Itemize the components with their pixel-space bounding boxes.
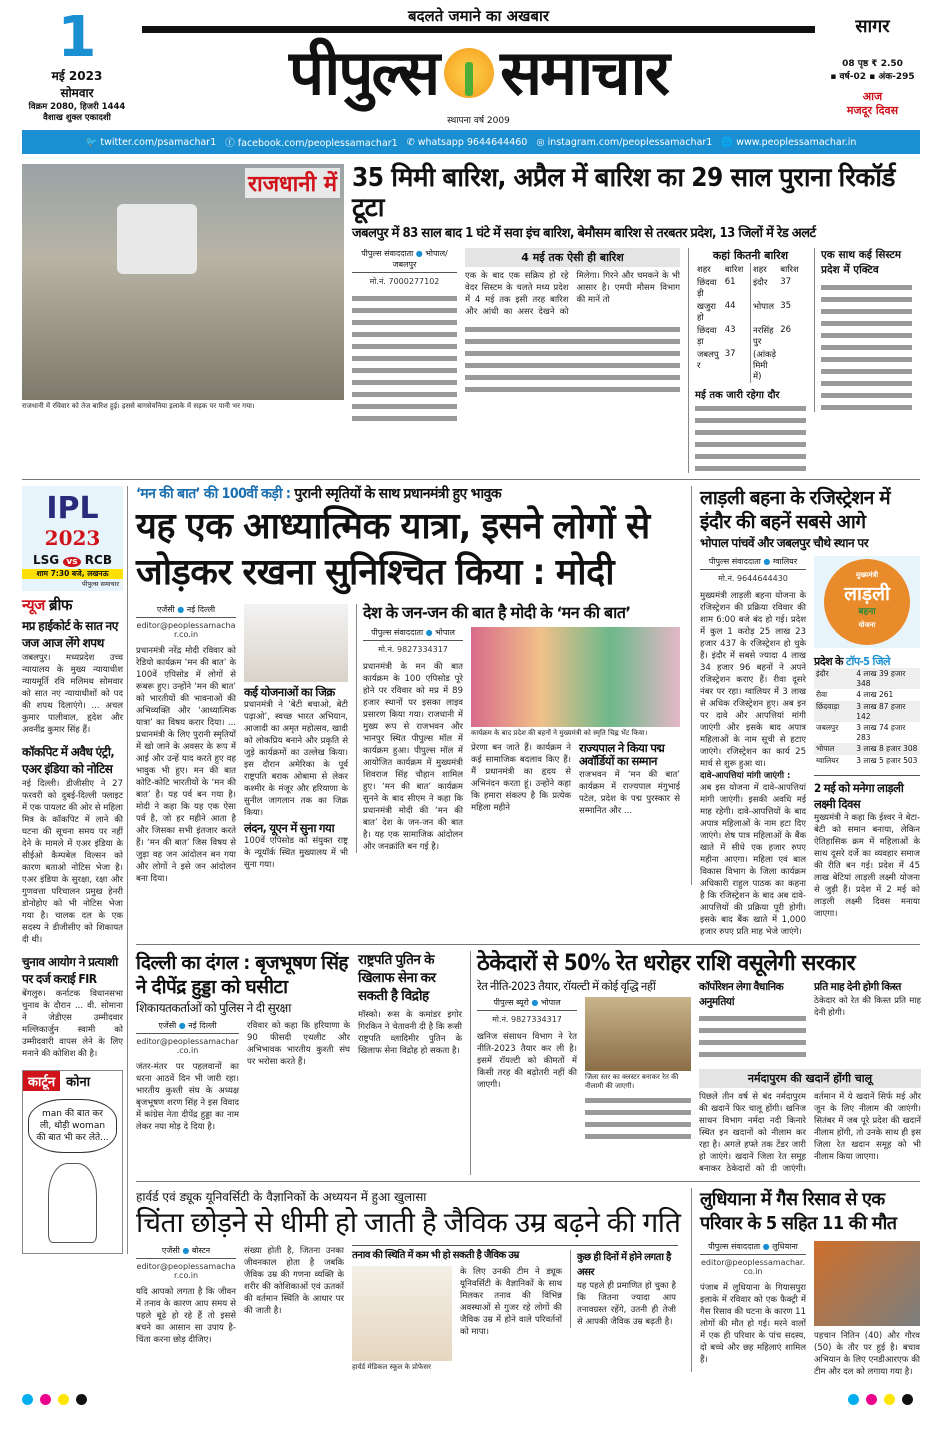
putin-story <box>358 951 462 1057</box>
today-special <box>825 90 920 118</box>
rainfall-row <box>695 348 806 383</box>
ladli-box-title: 2 मई को मनेगा लाड़ली लक्ष्मी दिवस <box>814 781 904 812</box>
modi-headline: यह एक आध्यात्मिक यात्रा, इसने लोगों से जोड़कर रखना सुनिश्चित किया : मोदी <box>136 505 650 593</box>
modi-story <box>136 486 692 885</box>
modi-photo <box>244 604 348 682</box>
delhi-subhead: शिकायतकर्ताओं को पुलिस ने दी सुरक्षा <box>136 1000 291 1015</box>
today-occasion: मजदूर दिवस <box>846 104 899 117</box>
news-brief-title: न्यूज ब्रीफ <box>22 595 72 614</box>
byline: पीपुल्स संवाददाता <box>361 248 414 258</box>
rain-table <box>688 248 806 473</box>
stress-photo <box>352 1266 452 1361</box>
news-brief-item <box>22 618 123 736</box>
rainfall-cell: 37 <box>724 348 736 359</box>
stress-story <box>136 1188 692 1372</box>
email: editor@peoplessamachar.co.in <box>136 620 236 639</box>
modi-kicker: ‘मन की बात’ की 100वीं कड़ी : पुरानी स्मृतियों के साथ प्रधानमंत्री हुए भावुक <box>136 485 502 502</box>
rain-overlay-label: राजधानी में <box>245 168 340 198</box>
edition-block <box>825 14 920 118</box>
governor-box-title: राज्यपाल ने किया पद्म अवॉर्डियों का सम्मान <box>579 741 665 769</box>
installment-box <box>814 980 921 1019</box>
installment-box-body: ठेकेदार को रेत की किस्त प्रति माह देनी होगी। <box>814 995 921 1018</box>
stress-photo-caption: हार्वर्ड मेडिकल स्कूल के प्रोफेसर <box>352 1362 431 1371</box>
brief-headline: मप्र हाईकोर्ट के सात नए जज आज लेंगे शपथ <box>22 618 118 650</box>
district-row <box>814 755 920 767</box>
ludhiana-body-2: पहचान नितिन (40) और गौरव (50) के तौर पर हुई है। बचाव अभियान के लिए एनडीआरएफ की टीम और दल को लगाया गया है। <box>814 1330 920 1377</box>
print-registration-marks-right <box>848 1390 920 1409</box>
ladli-subhead: भोपाल पांचवें और जबलपुर चौथे स्थान पर <box>700 535 869 550</box>
sand-headline: ठेकेदारों से 50% रेत धरोहर राशि वसूलेगी सरकार <box>477 950 856 976</box>
narmadapuram-body: पिछले तीन वर्ष से बंद नर्मदापुरम की खदानें फिर चालू होंगी। खनिज साधन विभाग नर्मदा नदी किनारे स्थित इन खदानों को नीलाम कर रहा है। अगले हफ्ते तक टेंडर जारी हो जाएंगे। खदानें जिला रेत समूह बनाकर ठेकेदारों को दी जाएंगी। वर्तमान में ये खदानें सिर्फ मई और जून के लिए नीलाम की जाएंगी। सितंबर में जब पूरे प्रदेश की खदानें नीलाम होंगी, तो उनके साथ ही इस जिला रेत खदान समूह को भी नीलाम किया जाएगा। <box>699 1091 921 1174</box>
ladli-lakshmi-box <box>814 775 920 920</box>
ladli-body: मुख्यमंत्री लाड़ली बहना योजना के रजिस्ट्रेशन की प्रक्रिया रविवार की शाम 6:00 बजे बंद हो गई। प्रदेश में कुल 1 करोड़ 25 लाख 23 हजार 437 के रजिस्ट्रेशन हो चुके हैं। इंदौर में सबसे ज्यादा 4 लाख 34 हजार 96 बहनों ने अपने रजिस्ट्रेशन कराए हैं। रीवा दूसरे नंबर पर रहा। ग्वालियर में 3 लाख से अधिक रजिस्ट्रेशन हुए। अब इन पर दावे और आपत्तियां मांगी जाएंगी और इसके बाद अपात्र महिलाओं के नाम सूची से हटाए जाएंगे। रजिस्ट्रेशन का कार्य 25 मार्च से शुरू हुआ था। <box>700 590 806 769</box>
delhi-body: जंतर-मंतर पर पहलवानों का धरना आठवें दिन भी जारी रहा। भारतीय कुश्ती संघ के अध्यक्ष बृजभूषण शरण सिंह ने इस विवाद में कांग्रेस नेता दीपेंद्र हुड्डा का नाम लेकर नया मोड़ दे दिया है। <box>136 1062 239 1133</box>
ipl-box <box>22 486 123 591</box>
logo-pen-icon <box>444 48 494 98</box>
website-link[interactable]: 🌐 www.peoplessamachar.in <box>721 136 857 148</box>
newspaper-page <box>22 0 920 1409</box>
jan-body: प्रधानमंत्री के मन की बात कार्यक्रम के 100 एपिसोड पूरे होने पर रविवार को मप्र में 89 हजार स्थानों पर इसका लाइव प्रसारण किया गया। राजधानी में मुख्य रूप से राजभवन और भानपुर स्थित पीपुल्स मॉल में कार्यक्रम हुआ। पीपुल्स मॉल में आयोजित कार्यक्रम में मुख्यमंत्री शिवराज सिंह चौहान शामिल हुए। ‘मन की बात’ कार्यक्रम सुनने के बाद सीएम ने कहा कि प्रधानमंत्री मोदी की ‘मन की बात’ देश के जन-जन की बात है। यह एक सामाजिक आंदोलन और जनक्रांति बन गई है। <box>363 662 463 853</box>
whatsapp-icon: ✆ <box>406 136 418 148</box>
stress-body: यदि आपको लगता है कि जीवन में तनाव के कारण आप समय से पहले बूढ़े हो रहे हैं तो इससे बचने का आसान सा उपाय है- चिंता करना छोड़ दीजिए। <box>136 1287 236 1345</box>
rain-photo <box>22 164 344 400</box>
ladli-box-body: मुख्यमंत्री ने कहा कि ईश्वर ने बेटा-बेटी को समान बनाया, लेकिन ऐतिहासिक क्रम में महिलाओं के साथ दूसरे दर्जे का व्यवहार समाज की रीति बन गई। प्रदेश में 45 लाख बेटियां लाड़ली लक्ष्मी योजना से जुड़ी हैं। प्रदेश में 2 मई को लाड़ली लक्ष्मी दिवस मनाया जाएगा। <box>814 813 920 920</box>
jan-body-2: प्रेरणा बन जाते हैं। कार्यक्रम ने कई सामाजिक बदलाव किए हैं। मैं प्रधानमंत्री का हृदय से अभिनंदन करता हूं। उन्होंने कहा कि हमारा संकल्प है कि प्रत्येक महिला महीने <box>471 743 571 814</box>
brief-body: नई दिल्ली। डीजीसीए ने 27 फरवरी को दुबई-दिल्ली फ्लाइट में एक पायलट की ओर से महिला मित्र के कॉकपिट में लाने की घटना की सूचना समय पर नहीं देने के मामले में एअर इंडिया के सीईओ कैम्पबेल विल्सन को कारण बताओ नोटिस भेजा है। एअर इंडिया के सुरक्षा, रक्षा और गुणवत्ता परिचालन प्रमुख हेनरी डोनोहोए को भी नोटिस भेजा गया है। चालक दल के एक सदस्य ने डीजीसीए को शिकायत दी थी। <box>22 778 123 945</box>
stress-box <box>352 1245 678 1372</box>
brief-headline: कॉकपिट में अवैध एंट्री, एअर इंडिया को नोटिस <box>22 744 115 776</box>
rainfall-cell: शहर <box>697 264 711 275</box>
stress-side-title: कुछ ही दिनों में होने लगता है असर <box>577 1252 671 1278</box>
facebook-icon: ⓕ <box>225 138 238 149</box>
ludhiana-body: पंजाब में लुधियाना के गियासपुरा इलाके में रविवार को एक फैक्ट्री में गैस रिसाव की घटना के कारण 11 लोगों की मौत हो गई। मरने वालों में एक ही परिवार के पांच सदस्य, दो बच्चे और छह महिलाएं शामिल हैं। <box>700 1282 806 1365</box>
putin-body: मॉस्को। रूस के कमांडर इगोर गिरकिन ने चेतावनी दी है कि रूसी राष्ट्रपति व्लादिमीर पुतिन के खिलाफ सेना विद्रोह हो सकता है। <box>358 1009 462 1056</box>
modi-body: प्रधानमंत्री नरेंद्र मोदी रविवार को रेडियो कार्यक्रम ‘मन की बात’ के 100वें एपिसोड में लोगों से रूबरू हुए। उन्होंने ‘मन की बात’ को भारतीयों की भावनाओं की अभिव्यक्ति और ‘आध्यात्मिक यात्रा’ का विषय करार दिया। ... प्रधानमंत्री के लिए पुरानी स्मृतियों में खो जाने के अवसर के रूप में आई और उन्हें याद करते हुए वह भावुक भी हुए। मन की बात कोटि-कोटि भारतीयों के ‘मन की बात’ है। यह पर्व बन गया है। मोदी ने कहा कि यह एक ऐसा पर्व है, जो हर महीने आता है और जिसका सभी इंतजार करते हैं। ‘मन की बात’ जिस विषय से जुड़ा वह जन आंदोलन बन गया और लोगों ने इसे जन आंदोलन बना दिया। <box>136 645 236 884</box>
corporation-box <box>699 980 806 1063</box>
whatsapp-link[interactable]: ✆ whatsapp 9644644460 <box>406 136 528 148</box>
ipl-time: शाम 7:30 बजे, लखनऊ <box>22 569 123 579</box>
rain-body-text-2 <box>465 324 680 394</box>
sand-body-2 <box>585 1095 691 1145</box>
district-row <box>814 722 920 743</box>
rain-headline: 35 मिमी बारिश, अप्रैल में बारिश का 29 साल पुराना रिकॉर्ड टूटा <box>352 163 895 223</box>
ladli-body2-title: दावे-आपत्तियां मांगी जाएंगी : <box>700 770 791 781</box>
ladli-headline: लाड़ली बहना के रजिस्ट्रेशन में इंदौर की बहनें सबसे आगे <box>700 486 891 533</box>
cartoon-title-a: कार्टून <box>23 1071 60 1091</box>
district-count: 4 लाख 261 <box>856 690 894 700</box>
rainfall-cell: 44 <box>724 300 736 311</box>
divider <box>136 1181 920 1182</box>
logo-left: पीपुल्स <box>289 36 439 109</box>
corporation-box-title: कॉर्पोरेशन लेगा वैधानिक अनुमतियां <box>699 980 784 1008</box>
district-count: 3 लाख 74 हजार 283 <box>856 723 906 743</box>
rain-photo-caption: राजधानी में रविवार को तेज बारिश हुई। इससे बागसेवनिया इलाके में सड़क पर पानी भर गया। <box>22 402 255 410</box>
date-day: 1 <box>57 5 97 70</box>
district-row <box>814 743 920 755</box>
main-area <box>136 486 920 1378</box>
dateline: भोपाल/जबलपुर <box>392 248 448 269</box>
social-bar <box>22 130 920 154</box>
rain-story <box>22 164 920 473</box>
modi-column: एजेंसी ● नई दिल्ली editor@peoplessamachar.co.in प्रधानमंत्री नरेंद्र मोदी रविवार को रेडियो कार्यक्रम ‘मन की बात’ के 100वें एपिसोड में लोगों से रूबरू हुए। उन्होंने ‘मन की बात’ को भारतीयों की भावनाओं की अभिव्यक्ति और ‘आध्यात्मिक यात्रा’ का विषय करार दिया। ... प्रधानमंत्री के लिए पुरानी स्मृतियों में खो जाने के अवसर के रूप में आई और उन्हें याद करते हुए वह भावुक भी हुए। मन की बात कोटि-कोटि भारतीयों के ‘मन की बात’ है। यह पर्व बन गया है। मोदी ने कहा कि यह एक ऐसा पर्व है, जो हर महीने आता है और जिसका सभी इंतजार करते हैं। ‘मन की बात’ जिस विषय से जुड़ा वह जन आंदोलन बन गया और लोगों ने इसे जन आंदोलन बना दिया। <box>136 604 236 884</box>
rain-systems-box <box>814 248 912 412</box>
ludhiana-headline: लुधियाना में गैस रिसाव से एक परिवार के 5 सहित 11 की मौत <box>700 1188 897 1234</box>
pages-price: 08 पृष्ठ ₹ 2.50 <box>842 59 903 69</box>
modi-sub1-body: प्रधानमंत्री ने ‘बेटी बचाओ, बेटी पढ़ाओ’, स्वच्छ भारत अभियान, आजादी का अमृत महोत्सव, खादी को लोकप्रिय बनाने और प्रकृति से जुड़े कार्यक्रमों का उल्लेख किया। इस दौरान अमेरिका के पूर्व राष्ट्रपति बराक ओबामा से लेकर कश्मीर के मंजूर और हरियाणा के सुनील जागलान तक का जिक्र किया। <box>244 700 348 819</box>
rainfall-cell: नरसिंहपुर <box>751 324 779 348</box>
rain-subhead: जबलपुर में 83 साल बाद 1 घंटे में सवा इंच बारिश, बेमौसम बारिश से तरबतर प्रदेश, 13 जिलों में रेड अलर्ट <box>352 225 816 241</box>
district-count: 4 लाख 39 हजार 348 <box>856 669 906 689</box>
rain-box-text: एक के बाद एक सक्रिय हो रहे वेदर सिस्टम के चलते मध्य प्रदेश में 4 मई तक इसी तरह बारिश और आंधी का असर देखने को मिलेगा। गिरने और चमकने के भी आसार है। एमपी मौसम विभाग की मानें तो <box>465 270 680 317</box>
delhi-column: एजेंसी ● नई दिल्ली editor@peoplessamachar.co.in जंतर-मंतर पर पहलवानों का धरना आठवें दिन भी जारी रहा। भारतीय कुश्ती संघ के अध्यक्ष बृजभूषण शरण सिंह ने इस विवाद में कांग्रेस नेता दीपेंद्र हुड्डा का नाम लेकर नया मोड़ दे दिया है। <box>136 1021 239 1133</box>
twitter-link[interactable]: 🐦 twitter.com/psamachar1 <box>85 136 217 148</box>
twitter-icon: 🐦 <box>85 136 101 148</box>
divider <box>136 944 920 945</box>
stress-box-title: तनाव की स्थिति में कम भी हो सकती है जैविक उम्र <box>352 1250 519 1261</box>
rain-side-text <box>695 403 806 473</box>
delhi-body-2: रविवार को कहा कि हरियाणा के 90 फीसदी एथलीट और अभिभावक भारतीय कुश्ती संघ पर भरोसा करते हैं। <box>247 1021 350 1068</box>
rainfall-cell: खजुराहो <box>697 301 716 323</box>
rainfall-row <box>695 300 806 324</box>
jan-headline: देश के जन-जन की बात है मोदी के ‘मन की बात’ <box>363 602 631 622</box>
stress-column: एजेंसी ● बोस्टन editor@peoplessamachar.co.in यदि आपको लगता है कि जीवन में तनाव के कारण आप समय से पहले बूढ़े हो रहे हैं तो इससे बचने का आसान सा उपाय है- चिंता करना छोड़ दीजिए। <box>136 1246 236 1345</box>
stress-side <box>570 1250 676 1328</box>
rainfall-cell: 37 <box>780 276 792 287</box>
rain-systems-text <box>821 282 912 412</box>
date-month: मई 2023 <box>51 69 103 83</box>
ladli-story <box>700 486 920 938</box>
ludhiana-story <box>700 1188 920 1378</box>
district-count: 3 लाख 87 हजार 142 <box>856 702 906 722</box>
district-name: भोपाल <box>816 744 835 754</box>
rain-systems-title: एक साथ कई सिस्टम प्रदेश में एक्टिव <box>821 248 902 276</box>
email: editor@peoplessamachar.co.in <box>700 1257 806 1276</box>
rainfall-cell: 26 <box>780 324 792 335</box>
sand-subhead: रेत नीति-2023 तैयार, रॉयल्टी में कोई वृद्धि नहीं <box>477 978 656 993</box>
modi-sub2-body: 100वें एपिसोड को संयुक्त राष्ट्र के न्यूयॉर्क स्थित मुख्यालय में भी सुना गया। <box>244 836 348 871</box>
jan-story <box>356 604 680 853</box>
jan-photo-caption: कार्यक्रम के बाद प्रदेश की बहनों ने मुख्यमंत्री को स्मृति चिह्न भेंट किया। <box>471 729 648 738</box>
stress-body-2: संख्या होती है, जितना उनका जीवनकाल होता है जबकि जैविक उम्र की गणना व्यक्ति के शरीर की कोशिकाओं एवं ऊतकों की वर्तमान स्थिति के आधार पर की जाती है। <box>244 1246 344 1316</box>
rainfall-cell: 43 <box>724 324 736 335</box>
logo <box>142 26 815 113</box>
narmadapuram-title: नर्मदापुरम की खदानें होंगी चालू <box>699 1069 921 1088</box>
mobile-number: मो.नं. 7000277102 <box>369 276 440 286</box>
brief-headline: चुनाव आयोग ने प्रत्याशी पर दर्ज कराई FIR <box>22 954 118 986</box>
logo-block <box>142 6 815 126</box>
rain-photo-block <box>22 164 344 411</box>
installment-box-title: प्रति माह देनी होगी किस्त <box>814 980 901 993</box>
sand-column: पीपुल्स ब्यूरो ● भोपाल मो.नं. 9827334317 खनिज संसाधन विभाग ने रेत नीति-2023 तैयार कर ली है। इसमें रॉयल्टी को कीमतों में किसी तरह की बढ़ोतरी नहीं की जाएगी। <box>477 998 577 1091</box>
brief-body: बेंगलुरु। कर्नाटक विधानसभा चुनाव के दौरान ... वी. सोमाना ने जेडीएस उम्मीदवार मल्लिकार्जुन स्वामी को उम्मीदवारी वापस लेने के लिए मनाने की कोशिश की है। <box>22 988 123 1059</box>
today-label: आज <box>862 90 883 103</box>
globe-icon: 🌐 <box>721 136 737 148</box>
left-column <box>22 486 128 1254</box>
email: editor@peoplessamachar.co.in <box>136 1262 236 1280</box>
rainfall-row <box>695 263 806 276</box>
district-row <box>814 689 920 701</box>
district-name: ग्वालियर <box>816 756 839 766</box>
rainfall-cell: (आंकड़े मिमी में) <box>751 348 779 383</box>
date-block <box>22 5 132 123</box>
top5-table <box>814 668 920 767</box>
facebook-link[interactable]: ⓕ facebook.com/peoplessamachar1 <box>225 138 398 149</box>
rainfall-cell: बारिश <box>724 264 744 275</box>
ipl-match: LSG vs RCB <box>33 552 112 567</box>
cartoon-title-b: कोना <box>66 1074 91 1090</box>
putin-headline: राष्ट्रपति पुतिन के खिलाफ सेना कर सकती है विद्रोह <box>358 951 436 1004</box>
stress-kicker: हार्वर्ड एवं ड्यूक यूनिवर्सिटी के वैज्ञानिकों के अध्ययन में हुआ खुलासा <box>136 1189 427 1204</box>
rainfall-cell: भोपाल <box>751 300 779 324</box>
samvat: विक्रम 2080, हिजरी 1444 <box>28 102 126 112</box>
brief-body: जबलपुर। मध्यप्रदेश उच्च न्यायालय के मुख्य न्यायाधीश न्यायमूर्ति रवि मलिमथ सोमवार को सात नए न्यायाधीशों को पद की शपथ दिलाएंगे। ... अचल कुमार पालीवाल, हृदेश और अवनींद्र कुमार सिंह हैं। <box>22 652 123 735</box>
ladli-column: पीपुल्स संवाददाता ● ग्वालियर मो.नं. 9644644430 मुख्यमंत्री लाड़ली बहना योजना के रजिस्ट्रेशन की प्रक्रिया रविवार की शाम 6:00 बजे बंद हो गई। प्रदेश में कुल 1 करोड़ 25 लाख 23 हजार 437 के रजिस्ट्रेशन हो चुके हैं। इंदौर में सबसे ज्यादा 4 लाख 34 हजार 96 बहनों ने अपने रजिस्ट्रेशन कराए हैं। रीवा दूसरे नंबर पर रहा। ग्वालियर में 3 लाख से अधिक रजिस्ट्रेशन हुए। अब इन पर दावे और आपत्तियां मांगी जाएंगी और इसके बाद अपात्र महिलाओं के नाम सूची से हटाए जाएंगे। रजिस्ट्रेशन का कार्य 25 मार्च से शुरू हुआ था। दावे-आपत्तियां मांगी जाएंगी : अब इस योजना में दावे-आपत्तियां मांगी जाएंगी। इसकी अवधि मई माह रहेगी। दावे-आपत्तियों के बाद अपात्र महिलाओं के नाम हटा दिए जाएंगे। शेष पात्र महिलाओं के बैंक खाते में सीधे एक हजार रुपए महीना आएगा। महिला एवं बाल विकास विभाग के जिला कार्यक्रम अधिकारी राहुल पाठक का कहना है कि रजिस्ट्रेशन के बाद अब दावे-आपत्तियों की प्रक्रिया पूरी होगी। इसके बाद बैंक खाते में 1,000 हजार रुपए प्रति माह भेजे जाएंगे। <box>700 556 806 937</box>
sand-body: खनिज संसाधन विभाग ने रेत नीति-2023 तैयार कर ली है। इसमें रॉयल्टी को कीमतों में किसी तरह की बढ़ोतरी नहीं की जाएगी। <box>477 1032 577 1091</box>
year-issue: ▪ वर्ष-02 ▪ अंक-295 <box>830 72 915 82</box>
rainfall-cell: बारिश <box>780 264 799 275</box>
rainfall-table <box>695 263 806 383</box>
delhi-headline: दिल्ली का दंगल : बृजभूषण सिंह ने दीपेंद्र हुड्डा को घसीटा <box>136 951 349 998</box>
rainfall-cell: इंदौर <box>751 276 779 300</box>
jan-column: पीपुल्स संवाददाता ● भोपाल मो.नं. 9827334317 प्रधानमंत्री के मन की बात कार्यक्रम के 100 एपिसोड पूरे होने पर रविवार को मप्र में 89 हजार स्थानों पर इसका लाइव प्रसारण किया गया। राजधानी में मुख्य रूप से राजभवन और भानपुर स्थित पीपुल्स मॉल में कार्यक्रम हुआ। पीपुल्स मॉल में आयोजित कार्यक्रम में मुख्यमंत्री शिवराज सिंह चौहान शामिल हुए। ‘मन की बात’ कार्यक्रम सुनने के बाद सीएम ने कहा कि प्रधानमंत्री मोदी की ‘मन की बात’ देश के जन-जन की बात है। यह एक सामाजिक आंदोलन और जनक्रांति बन गई है। <box>363 628 463 853</box>
stress-headline: चिंता छोड़ने से धीमी हो जाती है जैविक उम्र बढ़ने की गति <box>136 1205 681 1239</box>
corporation-box-text <box>699 1013 806 1063</box>
cartoon-box <box>22 1070 123 1254</box>
top5-districts: प्रदेश के टॉप-5 जिले इंदौर 4 लाख 39 हजार 348 रीवा 4 लाख 261 छिंदवाड़ा 3 लाख 87 हजार 142 जबलपुर 3 लाख 74 हजार 283 भोपाल 3 लाख 8 हजार 308 ग्वालियर 3 लाख 5 हजार 503 <box>814 656 920 768</box>
news-brief-item <box>22 954 123 1060</box>
masthead <box>22 6 920 126</box>
email: editor@peoplessamachar.co.in <box>136 1037 239 1056</box>
news-brief-list <box>22 618 123 1060</box>
district-count: 3 लाख 8 हजार 308 <box>856 744 918 754</box>
district-row <box>814 701 920 722</box>
tagline: बदलते जमाने का अखबार <box>408 7 549 25</box>
rainfall-cell: जबलपुर <box>697 349 719 371</box>
district-name: रीवा <box>816 690 828 700</box>
logo-right: समाचार <box>500 36 668 109</box>
stress-side-body: यह पहले ही प्रमाणित हो चुका है कि जितना ज्यादा आप तनावग्रस्त रहेंगे, उतनी ही तेजी से आपकी जैविक उम्र बढ़ती है। <box>577 1281 676 1327</box>
rain-side-title: मई तक जारी रहेगा दौर <box>695 389 780 401</box>
sand-photo-caption: जिला स्तर का क्लस्टर बनाकर रेत की नीलामी की जाएगी। <box>585 1073 679 1091</box>
rainfall-cell: छिंदवाड़ी <box>697 277 717 299</box>
ludhiana-photo <box>814 1241 920 1326</box>
rainfall-cell: 61 <box>724 276 736 287</box>
ladli-body2: अब इस योजना में दावे-आपत्तियां मांगी जाएंगी। इसकी अवधि मई माह रहेगी। दावे-आपत्तियों के बाद अपात्र महिलाओं के नाम हटा दिए जाएंगे। शेष पात्र महिलाओं के बैंक खाते में सीधे एक हजार रुपए महीना आएगा। महिला एवं बाल विकास विभाग के जिला कार्यक्रम अधिकारी राहुल पाठक का कहना है कि रजिस्ट्रेशन के बाद अब दावे-आपत्तियों की प्रक्रिया पूरी होगी। इसके बाद बैंक खाते में 1,000 हजार रुपए प्रति माह भेजे जाएंगे। <box>700 782 806 937</box>
rain-box-title: 4 मई तक ऐसी ही बारिश <box>465 248 680 267</box>
rain-text-block <box>352 164 920 473</box>
delhi-story <box>136 951 350 1134</box>
rain-table-title: कहां कितनी बारिश <box>712 248 789 262</box>
district-row <box>814 668 920 689</box>
rain-body-text <box>352 293 457 423</box>
rainfall-row <box>695 324 806 348</box>
sand-photo <box>585 997 691 1071</box>
instagram-icon: ◎ <box>536 136 548 148</box>
ludhiana-column: पीपुल्स संवाददाता ● लुधियाना editor@peoplessamachar.co.in पंजाब में लुधियाना के गियासपुरा इलाके में रविवार को एक फैक्ट्री में गैस रिसाव की घटना के कारण 11 लोगों की मौत हो गई। मरने वालों में एक ही परिवार के पांच सदस्य, दो बच्चे और छह महिलाएं शामिल हैं। <box>700 1241 806 1365</box>
rainfall-cell <box>778 348 806 383</box>
stress-box-body: के लिए उनकी टीम ने ड्यूक यूनिवर्सिटी के वैज्ञानिकों के साथ मिलकर तनाव की विभिन्न अवस्थाओं से गुजर रहे लोगों की जैविक उम्र में होने वाले परिवर्तनों को मापा। <box>460 1266 562 1337</box>
mobile-number: मो.नं. 9644644430 <box>718 573 788 583</box>
tithi: वैशाख शुक्ल एकादशी <box>43 113 111 123</box>
instagram-link[interactable]: ◎ instagram.com/peoplessamachar1 <box>536 136 713 148</box>
district-name: छिंदवाड़ा <box>816 702 840 712</box>
print-registration-marks <box>22 1390 920 1409</box>
district-name: इंदौर <box>816 669 829 679</box>
modi-sub2-title: लंदन, यूएन में सुना गया <box>244 821 335 836</box>
ladli-logo: मुख्यमंत्री लाड़ली बहना योजना <box>814 556 920 648</box>
ipl-title: IPL <box>46 490 99 526</box>
ipl-year: 2023 <box>44 525 101 550</box>
rainfall-cell: 35 <box>780 300 792 311</box>
rainfall-cell: छिंदवाड़ा <box>697 325 717 347</box>
district-count: 3 लाख 5 हजार 503 <box>856 756 918 766</box>
lower-section <box>22 486 920 1378</box>
founded: स्थापना वर्ष 2009 <box>447 116 510 126</box>
rain-byline-block: पीपुल्स संवाददाता ● भोपाल/जबलपुर मो.नं. 7000277102 <box>352 248 457 423</box>
district-name: जबलपुर <box>816 723 839 733</box>
governor-box-body: राजभवन में ‘मन की बात’ कार्यक्रम में राज्यपाल मंगुभाई पटेल, प्रदेश के पद्म पुरस्कार से सम्मानित और ... <box>579 769 680 816</box>
weekday: सोमवार <box>60 86 94 100</box>
print-registration-marks-left <box>22 1390 94 1409</box>
edition: सागर <box>855 16 890 37</box>
sand-story <box>470 951 920 1175</box>
cartoon-speech-bubble: man की बात कर ली, थोड़ी woman की बात भी कर लेते... <box>28 1099 117 1153</box>
jan-photo <box>471 627 680 727</box>
mobile-number: मो.नं. 9827334317 <box>378 645 448 655</box>
rainfall-row <box>695 276 806 300</box>
rainfall-cell: शहर <box>751 263 779 276</box>
cartoon-figure <box>48 1163 97 1243</box>
ipl-credit: पीपुल्स समाचार <box>82 579 119 588</box>
governor-box <box>579 742 680 816</box>
divider <box>22 479 920 480</box>
modi-sub-column <box>244 604 348 871</box>
news-brief-item <box>22 744 123 946</box>
mobile-number: मो.नं. 9827334317 <box>492 1015 562 1025</box>
modi-sub1-title: कई योजनाओं का जिक्र <box>244 684 335 699</box>
